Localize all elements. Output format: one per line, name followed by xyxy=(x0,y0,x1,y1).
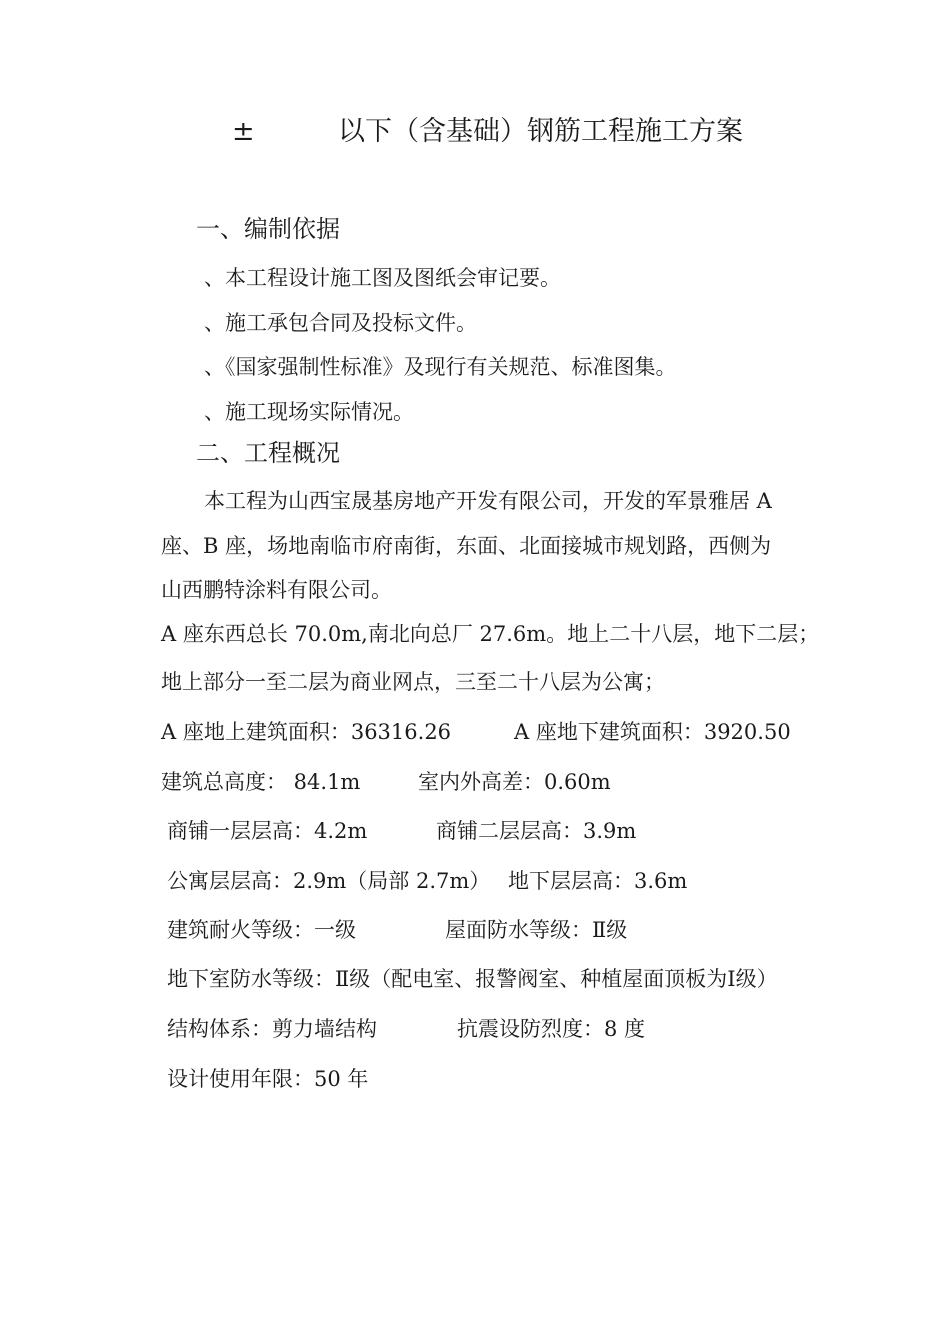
basis-item: 、施工承包合同及投标文件。 xyxy=(204,311,477,335)
shop-floor2-height: 商铺二层层高：3.9m xyxy=(436,819,637,843)
shop-floor1-height: 商铺一层层高：4.2m xyxy=(167,819,368,843)
dimensions-line: A 座东西总长 70.0m,南北向总厂 27.6m。地上二十八层，地下二层； xyxy=(161,622,820,646)
basis-item: 、《国家强制性标准》及现行有关规范、标准图集。 xyxy=(204,355,677,379)
total-height: 建筑总高度： 84.1m xyxy=(161,770,361,794)
basis-item: 、本工程设计施工图及图纸会审记要。 xyxy=(204,266,561,290)
usage-line: 地上部分一至二层为商业网点，三至二十八层为公寓； xyxy=(161,670,665,694)
above-ground-area: A 座地上建筑面积：36316.26 xyxy=(161,720,452,744)
below-ground-area: A 座地下建筑面积：3920.50 xyxy=(514,720,791,744)
overview-paragraph-line: 本工程为山西宝晟基房地产开发有限公司，开发的军景雅居 A xyxy=(204,489,772,513)
basis-item: 、施工现场实际情况。 xyxy=(204,400,414,424)
basement-floor-height: 地下层层高：3.6m xyxy=(508,869,688,893)
fire-rating: 建筑耐火等级：一级 xyxy=(167,918,356,942)
apartment-floor-height: 公寓层层高：2.9m（局部 2.7m） xyxy=(167,869,491,893)
design-life: 设计使用年限：50 年 xyxy=(167,1067,369,1091)
seismic-intensity: 抗震设防烈度：8 度 xyxy=(457,1017,646,1041)
section-heading-overview: 二、工程概况 xyxy=(196,439,340,467)
basement-waterproof-rating: 地下室防水等级：Ⅱ级（配电室、报警阀室、种植屋面顶板为Ⅰ级） xyxy=(167,967,778,991)
page-title: 以下（含基础）钢筋工程施工方案 xyxy=(338,116,743,147)
title-symbol: ± xyxy=(232,116,255,147)
structure-system: 结构体系：剪力墙结构 xyxy=(167,1017,377,1041)
overview-paragraph-line: 山西鹏特涂料有限公司。 xyxy=(161,578,392,602)
overview-paragraph-line: 座、B 座，场地南临市府南街，东面、北面接城市规划路，西侧为 xyxy=(161,534,772,558)
section-heading-basis: 一、编制依据 xyxy=(196,215,340,243)
roof-waterproof-rating: 屋面防水等级：Ⅱ级 xyxy=(445,918,628,942)
height-difference: 室内外高差：0.60m xyxy=(418,770,611,794)
